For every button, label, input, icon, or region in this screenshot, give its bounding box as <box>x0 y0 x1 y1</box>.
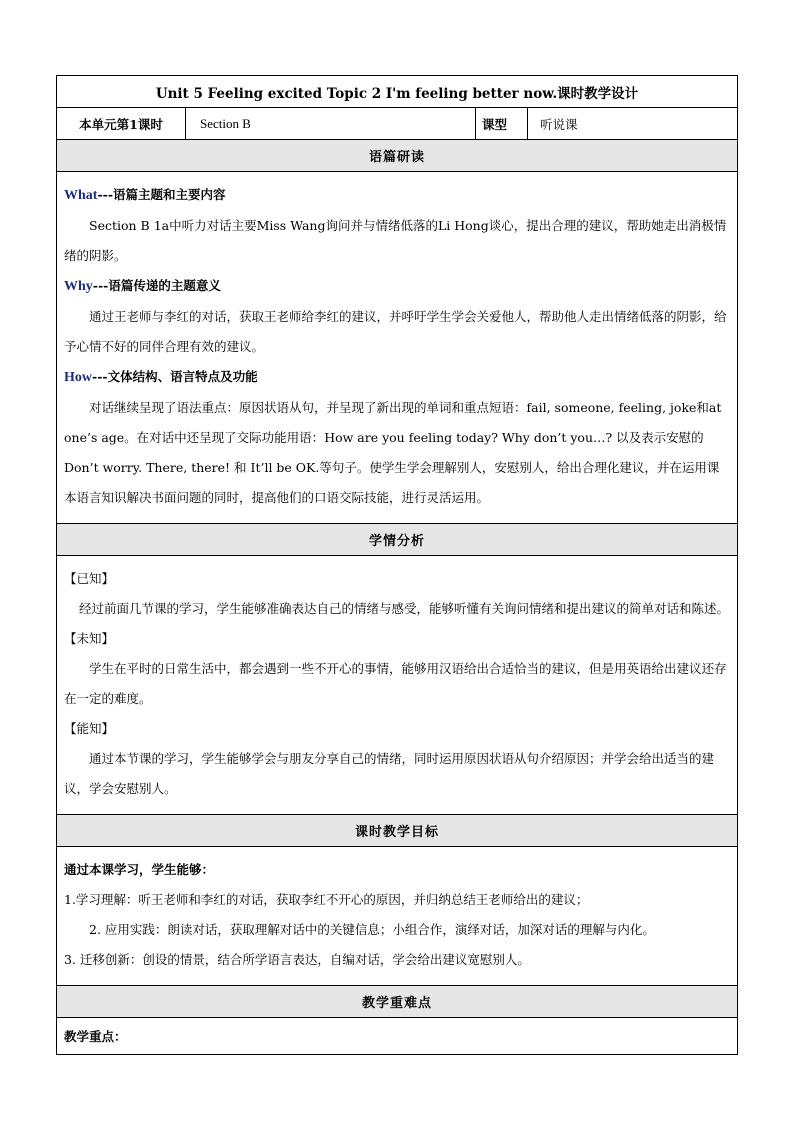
learner-content <box>57 556 737 815</box>
section-header-objectives: 课时教学目标 <box>57 815 737 847</box>
objective-item: 2. 应用实践：朗读对话，获取理解对话中的关键信息；小组合作，演绎对话，加深对话的理解与内化。 <box>89 922 655 937</box>
lesson-plan-table <box>56 75 738 1055</box>
why-key: Why <box>64 279 93 294</box>
document-title: Unit 5 Feeling excited Topic 2 I'm feeling better now.课时教学设计 <box>57 76 737 108</box>
how-heading <box>64 362 730 393</box>
reading-content <box>57 172 737 524</box>
objectives-content <box>57 847 737 986</box>
what-key: What <box>64 188 98 203</box>
why-text: 通过王老师与李红的对话，获取王老师给李红的建议，并呼吁学生学会关爱他人，帮助他人走出情绪低落的阴影，给予心情不好的同伴合理有效的建议。 <box>64 309 727 354</box>
what-heading <box>64 180 730 211</box>
what-text: Section B 1a中听力对话主要Miss Wang询问并与情绪低落的Li Hong谈心，提出合理的建议，帮助她走出消极情绪的阴影。 <box>64 218 727 263</box>
lesson-type-value: 听说课 <box>540 116 578 132</box>
unknown-text: 学生在平时的日常生活中，都会遇到一些不开心的事情，能够用汉语给出合适恰当的建议，但是用英语给出建议还存在一定的难度。 <box>64 661 727 706</box>
meta-row <box>57 108 737 140</box>
section-header-reading: 语篇研读 <box>57 140 737 172</box>
how-key: How <box>64 370 92 385</box>
what-title: ---语篇主题和主要内容 <box>97 187 226 202</box>
unit-lesson-label: 本单元第1课时 <box>57 108 186 139</box>
key-points-label: 教学重点： <box>64 1029 127 1044</box>
objectives-intro: 通过本课学习，学生能够： <box>64 862 215 877</box>
difficulties-content <box>57 1018 737 1054</box>
known-label: 【已知】 <box>64 571 115 586</box>
section-header-learner: 学情分析 <box>57 524 737 556</box>
objective-item: 3. 迁移创新：创设的情景，结合所学语言表达，自编对话，学会给出建议宽慰别人。 <box>64 952 530 967</box>
how-title: ---文体结构、语言特点及功能 <box>92 369 258 384</box>
section-header-difficulties: 教学重难点 <box>57 986 737 1018</box>
how-text: 对话继续呈现了语法重点：原因状语从句，并呈现了新出现的单词和重点短语：fail, someone, feeling, joke和at one’s age。在对话中还呈现了交际功能用语：How are you feeling today? Why don’t you…? 以及表示安慰的Don’t worry. There, there! 和 It’ll be OK.等句子。使学生学会理解别人，安慰别人，给出合理化建议，并在运用课本语言知识解决书面问题的同时，提高他们的口语交际技能，进行灵活运用。 <box>64 400 722 505</box>
lesson-type-label: 课型 <box>476 108 528 139</box>
section-value: Section B <box>186 108 476 139</box>
unknown-label: 【未知】 <box>64 631 115 646</box>
objective-item: 1.学习理解：听王老师和李红的对话，获取李红不开心的原因，并归纳总结王老师给出的建议； <box>64 892 589 907</box>
able-text: 通过本节课的学习，学生能够学会与朋友分享自己的情绪，同时运用原因状语从句介绍原因；并学会给出适当的建议，学会安慰别人。 <box>64 751 715 796</box>
known-text: 经过前面几节课的学习，学生能够准确表达自己的情绪与感受，能够听懂有关询问情绪和提出建议的简单对话和陈述。 <box>79 601 730 616</box>
able-label: 【能知】 <box>64 721 115 736</box>
why-title: ---语篇传递的主题意义 <box>92 278 221 293</box>
why-heading <box>64 271 730 302</box>
